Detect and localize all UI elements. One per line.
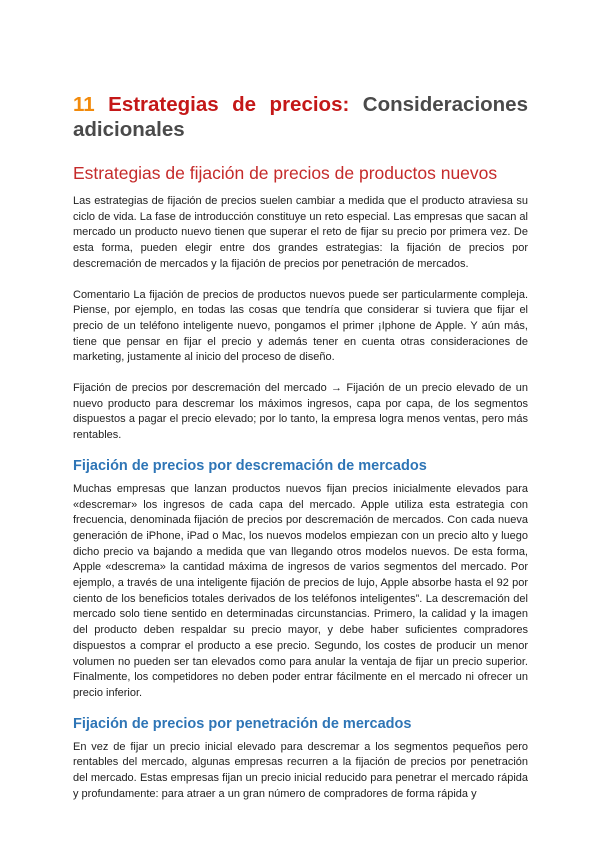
penetration-paragraph: En vez de fijar un precio inicial elevado para descremar a los segmentos pequeños pero rentables del mercado, algunas empresas recurren a la fijación de precios por penetración del mercado. Estas empresas fijan un precio inicial reducido para penetrar el mercado rápida y profundamente: para atraer a un gran número de compradores de forma rápida y [73,740,528,800]
section-paragraph-comment: Comentario La fijación de precios de productos nuevos puede ser particularmente compleja. Piense, por ejemplo, en todas las cosas que tendría que considerar si tuviera que fijar el precio de un teléfono inteligente nuevo, pongamos el primer ¡Iphone de Apple. Y aún más, tiene que pensar en fijar el precio y además tener en cuenta otras consideraciones de marketing, justamente al inicio del proceso de diseño. [73,288,528,364]
section-paragraph-intro: Las estrategias de fijación de precios suelen cambiar a medida que el producto atraviesa su ciclo de vida. La fase de introducción constituye un reto especial. Las empresas que sacan al mercado un producto nuevo tienen que superar el reto de fijar su precio por primera vez. De esta forma, pueden elegir entre dos grandes estrategias: la fijación de precios por descremación de mercados y la fijación de precios por penetración de mercados. [73,195,528,270]
page-content [73,92,528,818]
chapter-subtitle: Consideraciones adicionales [73,93,528,141]
chapter-number: 11 [73,93,95,116]
section-paragraph-definition: Fijación de precios por descremación del mercado → Fijación de un precio elevado de un nuevo producto para descremar los máximos ingresos, capa por capa, de los segmentos dispuestos a pagar el precio elevado; por lo tanto, la empresa logra menos ventas, pero más rentables. [73,382,528,442]
section-heading: Estrategias de fijación de precios de productos nuevos [73,163,498,183]
chapter-main-title: Estrategias de precios: [108,93,350,116]
skimming-paragraph: Muchas empresas que lanzan productos nuevos fijan precios inicialmente elevados para «descremar» los ingresos de cada capa del mercado. Apple utiliza esta estrategia con frecuencia, denominada fijación de precios por descremación de mercados. Con cada nueva generación de iPhone, iPad o Mac, los nuevos modelos empiezan con un precio alto y luego dicho precio va bajando a medida que van llegando otros modelos nuevos. De esta forma, Apple «descrema» la cantidad máxima de ingresos de varios segmentos del mercado. Por ejemplo, a través de una inteligente fijación de precios de lujo, Apple absorbe hasta el 92 por ciento de los beneficios totales derivados de los teléfonos inteligentes”. La descremación del mercado solo tiene sentido en determinadas circunstancias. Primero, la calidad y la imagen del producto deben respaldar su precio mayor, y debe haber suficientes compradores dispuestos a comprar el producto a ese precio. Segundo, los costes de producir un menor volumen no pueden ser tan elevados como para anular la ventaja de fijar un precio superior. Finalmente, los competidores no deben poder entrar fácilmente en el mercado ni ofrecer un precio inferior. [73,482,528,699]
penetration-heading: Fijación de precios por penetración de mercados [73,715,412,732]
chapter-title [73,92,528,142]
skimming-heading: Fijación de precios por descremación de mercados [73,457,427,474]
